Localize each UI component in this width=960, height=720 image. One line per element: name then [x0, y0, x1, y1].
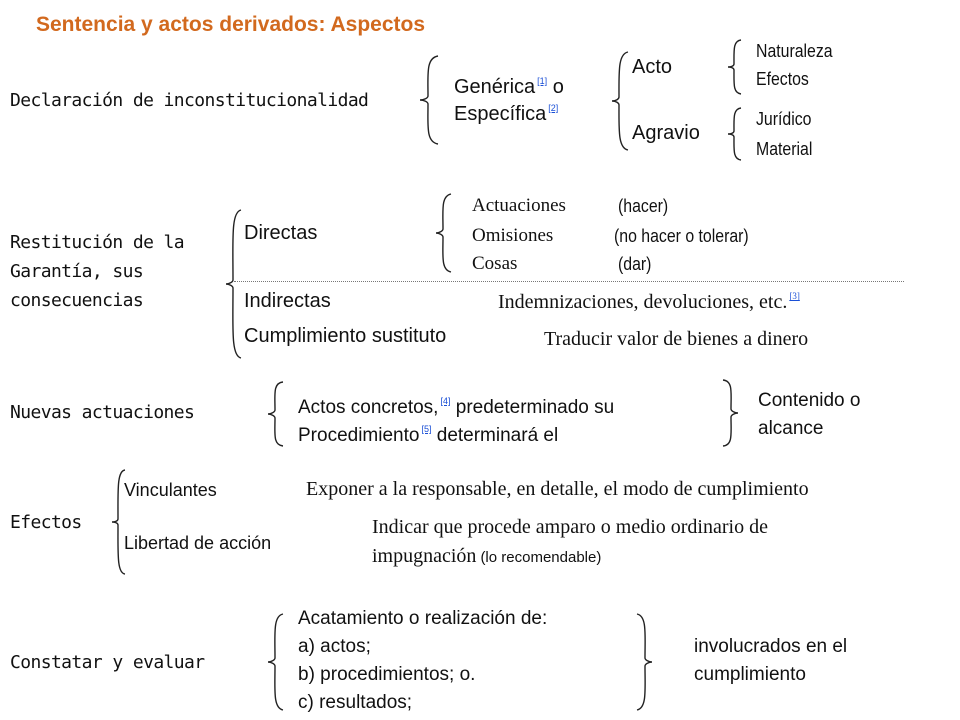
nuevas-line-1a: Actos concretos,: [298, 397, 439, 418]
restitucion-label-line-1: Restitución de la: [10, 232, 185, 253]
constatar-left-brace-icon: [268, 614, 284, 710]
constatar-result-line-1: involucrados en el: [694, 636, 848, 657]
especifica-text: Específica: [454, 103, 547, 125]
directas-item-cosas: Cosas: [472, 253, 518, 274]
nuevas-label: Nuevas actuaciones: [10, 402, 195, 423]
nuevas-line-2: [298, 417, 558, 448]
nuevas-left-brace-icon: [268, 382, 284, 446]
generica-text: Genérica: [454, 76, 536, 98]
constatar-item-2: a) actos;: [298, 636, 371, 657]
restitucion-label-line-3: consecuencias: [10, 290, 144, 311]
nuevas-right-brace-icon: [722, 380, 738, 446]
directas-note-hacer: (hacer): [618, 196, 669, 216]
declaracion-label: Declaración de inconstitucionalidad: [10, 90, 369, 111]
libertad-desc-line-2: [372, 545, 601, 568]
section-divider: [234, 281, 904, 282]
vinculantes-text: Vinculantes: [124, 480, 217, 500]
conjunction-text: o: [552, 76, 564, 98]
agravio-text: Agravio: [632, 122, 700, 144]
nuevas-line-2b: determinará el: [436, 425, 559, 446]
constatar-result-line-2: cumplimiento: [694, 664, 806, 685]
footnote-link-2[interactable]: [2]: [548, 103, 559, 113]
restitucion-label-line-2: Garantía, sus: [10, 261, 144, 282]
acto-agravio-brace-icon: [612, 52, 630, 150]
acto-item-naturaleza: Naturaleza: [756, 41, 833, 61]
especifica-line: [454, 103, 558, 126]
page-title: Sentencia y actos derivados: Aspectos: [36, 13, 426, 36]
directas-note-dar: (dar): [618, 254, 652, 274]
nuevas-line-1: [298, 389, 614, 420]
indirectas-desc: [498, 291, 800, 314]
efectos-label: Efectos: [10, 512, 82, 533]
agravio-item-juridico: Jurídico: [756, 109, 812, 129]
agravio-sub-brace-icon: [728, 108, 742, 160]
directas-note-no-hacer: (no hacer o tolerar): [614, 226, 749, 246]
indirectas-desc-text: Indemnizaciones, devoluciones, etc.: [498, 291, 788, 313]
nuevas-line-2a: Procedimiento: [298, 425, 420, 446]
cumplimiento-desc: Traducir valor de bienes a dinero: [544, 328, 809, 350]
constatar-item-3: b) procedimientos; o.: [298, 664, 476, 685]
nuevas-result-line-1: Contenido o: [758, 390, 861, 411]
restitucion-brace-icon: [226, 210, 242, 358]
agravio-item-material: Material: [756, 139, 813, 159]
acto-sub-brace-icon: [728, 40, 742, 94]
vinculantes-desc: Exponer a la responsable, en detalle, el modo de cumplimiento: [306, 478, 809, 500]
declaracion-brace-icon: [420, 56, 440, 144]
nuevas-result-line-2: alcance: [758, 418, 824, 439]
footnote-link-1[interactable]: [1]: [537, 76, 548, 86]
acto-item-efectos: Efectos: [756, 69, 809, 89]
cumplimiento-text: Cumplimiento sustituto: [244, 325, 447, 347]
libertad-note: (lo recomendable): [480, 549, 602, 566]
indirectas-text: Indirectas: [244, 290, 331, 312]
footnote-link-3[interactable]: [3]: [789, 291, 800, 301]
footnote-link-4[interactable]: [4]: [440, 396, 451, 406]
libertad-desc-impugnacion: impugnación: [372, 545, 477, 567]
constatar-label: Constatar y evaluar: [10, 652, 205, 673]
footnote-link-5[interactable]: [5]: [421, 424, 432, 434]
directas-brace-icon: [436, 194, 452, 272]
directas-item-omisiones: Omisiones: [472, 225, 554, 246]
libertad-text: Libertad de acción: [124, 533, 272, 553]
nuevas-line-1b: predeterminado su: [455, 397, 615, 418]
directas-text: Directas: [244, 222, 318, 244]
libertad-desc-line-1: Indicar que procede amparo o medio ordinario de: [372, 516, 768, 538]
generica-line: [454, 76, 564, 99]
directas-item-actuaciones: Actuaciones: [472, 195, 566, 216]
constatar-item-4: c) resultados;: [298, 692, 413, 713]
constatar-right-brace-icon: [636, 614, 652, 710]
acto-text: Acto: [632, 56, 673, 78]
constatar-item-1: Acatamiento o realización de:: [298, 608, 548, 629]
